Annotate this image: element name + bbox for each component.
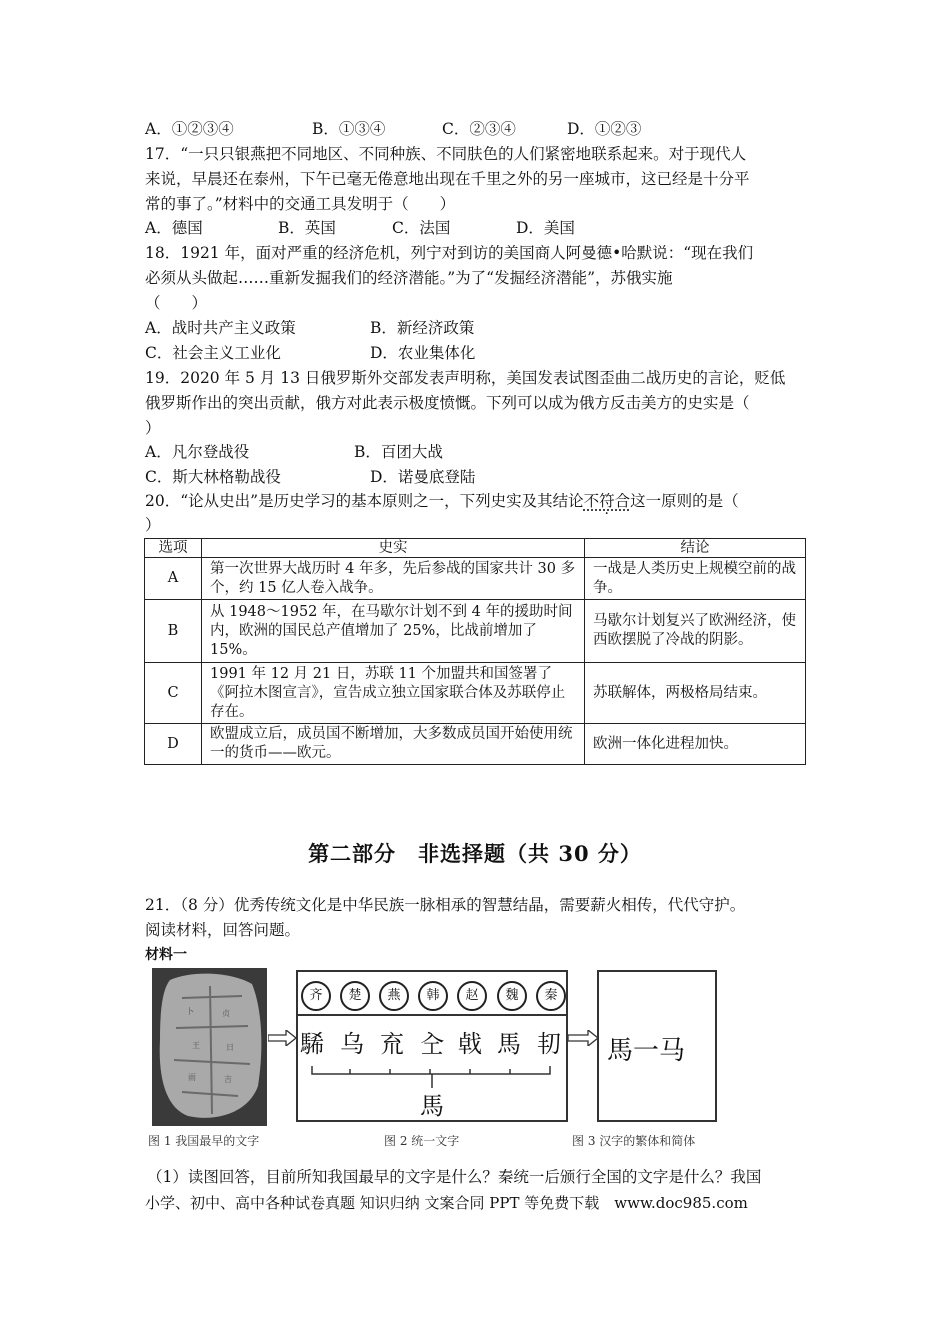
q18-line1: 18．1921 年，面对严重的经济危机，列宁对到访的美国商人阿曼德•哈默说：“现在我们: [145, 244, 754, 262]
q19-option-b: B．百团大战: [354, 443, 443, 461]
state-qi: 齐: [301, 981, 331, 1011]
q16-option-d: D．①②③: [567, 120, 642, 138]
state-wei: 魏: [497, 981, 527, 1011]
horse-char-chu: 乌: [340, 1030, 364, 1058]
row-fact: 欧盟成立后，成员国不断增加，大多数成员国开始使用统一的货币——欧元。: [202, 724, 585, 765]
header-conclusion: 结论: [585, 539, 806, 558]
horse-char-han: 㒰: [420, 1030, 444, 1058]
state-qin: 秦: [536, 981, 566, 1011]
header-fact: 史实: [202, 539, 585, 558]
header-option: 选项: [145, 539, 202, 558]
q20-line1-post: 这一原则的是（: [630, 492, 739, 510]
row-key: C: [145, 663, 202, 724]
q17-option-b: B．英国: [278, 219, 336, 237]
q17-option-a: A．德国: [145, 219, 203, 237]
q17-line3: 常的事了。”材料中的交通工具发明于（ ）: [145, 195, 456, 213]
footer-text: 小学、初中、高中各种试卷真题 知识归纳 文案合同 PPT 等免费下载 www.doc985.com: [145, 1194, 748, 1212]
arrow-2: [568, 1030, 598, 1050]
material-title: 材料一: [145, 947, 187, 963]
row-fact: 第一次世界大战历时 4 年多，先后参战的国家共计 30 多个，约 15 亿人卷入战争。: [202, 558, 585, 600]
section-title: 第二部分 非选择题（共 30 分）: [308, 841, 642, 866]
history-table: [144, 538, 806, 765]
q19-option-d: D．诺曼底登陆: [370, 468, 476, 486]
horse-char-qi: 䮎: [300, 1030, 324, 1058]
row-key: A: [145, 558, 202, 600]
row-fact: 1991 年 12 月 21 日，苏联 11 个加盟共和国签署了《阿拉木图宣言》，宣告成立独立国家联合体及苏联停止存在。: [202, 663, 585, 724]
table-header-row: [145, 539, 806, 558]
horse-char-wei: 馬: [497, 1030, 521, 1058]
unified-horse-char: 馬: [420, 1092, 444, 1120]
q19-line3: ）: [145, 419, 161, 437]
table-row: [145, 558, 806, 600]
table-row: [145, 600, 806, 663]
horse-char-zhao: 㦸: [458, 1030, 482, 1058]
row-conclusion: 马歇尔计划复兴了欧洲经济，使西欧摆脱了冷战的阴影。: [585, 600, 806, 663]
caption-fig1: 图 1 我国最早的文字: [148, 1134, 260, 1148]
row-conclusion: 欧洲一体化进程加快。: [585, 724, 806, 765]
horse-char-qin: 㓞: [537, 1030, 561, 1058]
row-key: D: [145, 724, 202, 765]
caption-fig2: 图 2 统一文字: [384, 1134, 460, 1148]
state-zhao: 赵: [457, 981, 487, 1011]
q16-option-c: C．②③④: [442, 120, 516, 138]
q19-option-a: A．凡尔登战役: [145, 443, 250, 461]
q18-option-d: D．农业集体化: [370, 344, 476, 362]
trad-simp-text: 馬一马: [607, 1036, 686, 1066]
q18-option-a: A．战时共产主义政策: [145, 319, 296, 337]
oracle-bone-image: [152, 968, 267, 1126]
svg-text:日: 日: [226, 1043, 234, 1052]
horse-char-yan: 㐬: [380, 1030, 404, 1058]
row-conclusion: 苏联解体，两极格局结束。: [585, 663, 806, 724]
q20-line1: [145, 490, 739, 512]
q18-line3: （ ）: [145, 294, 208, 312]
q18-option-b: B．新经济政策: [370, 319, 475, 337]
row-conclusion: 一战是人类历史上规模空前的战争。: [585, 558, 806, 600]
svg-text:贞: 贞: [222, 1009, 230, 1018]
q21-question1: （1）读图回答，目前所知我国最早的文字是什么？秦统一后颁行全国的文字是什么？我国: [147, 1168, 762, 1186]
state-chu: 楚: [340, 981, 370, 1011]
q17-option-c: C．法国: [392, 219, 451, 237]
svg-text:卜: 卜: [186, 1007, 194, 1016]
q16-option-b: B．①③④: [312, 120, 386, 138]
row-key: B: [145, 600, 202, 663]
q20-emphasis: 不符合: [583, 492, 631, 510]
q21-line2: 阅读材料，回答问题。: [145, 921, 301, 939]
figure-divider: [296, 1014, 568, 1016]
row-fact: 从 1948～1952 年，在马歇尔计划不到 4 年的援助时间内，欧洲的国民总产值增加了 25%，比战前增加了 15%。: [202, 600, 585, 663]
arrow-1: [268, 1030, 296, 1050]
q21-line1: 21．（8 分）优秀传统文化是中华民族一脉相承的智慧结晶，需要薪火相传，代代守护。: [145, 896, 746, 914]
table-row: [145, 724, 806, 765]
table-row: [145, 663, 806, 724]
q19-line1: 19．2020 年 5 月 13 日俄罗斯外交部发表声明称，美国发表试图歪曲二战历史的言论，贬低: [145, 369, 786, 387]
q17-line1: 17．“一只只银燕把不同地区、不同种族、不同肤色的人们紧密地联系起来。对于现代人: [145, 145, 747, 163]
q18-option-c: C．社会主义工业化: [145, 344, 281, 362]
q16-option-a: A．①②③④: [145, 120, 234, 138]
svg-text:雨: 雨: [188, 1073, 196, 1082]
q19-option-c: C．斯大林格勒战役: [145, 468, 281, 486]
q20-line1-pre: 20．“论从史出”是历史学习的基本原则之一，下列史实及其结论: [145, 492, 584, 510]
q17-line2: 来说，早晨还在泰州，下午已毫无倦意地出现在千里之外的另一座城市，这已经是十分平: [145, 170, 750, 188]
trad-simp-figure: [597, 970, 717, 1122]
q20-line2: ）: [145, 516, 161, 534]
state-han: 韩: [418, 981, 448, 1011]
q17-option-d: D．美国: [516, 219, 575, 237]
q18-line2: 必须从头做起……重新发掘我们的经济潜能。”为了“发掘经济潜能”，苏俄实施: [145, 269, 673, 287]
q19-line2: 俄罗斯作出的突出贡献，俄方对此表示极度愤慨。下列可以成为俄方反击美方的史实是（: [145, 394, 750, 412]
svg-text:吉: 吉: [224, 1075, 232, 1084]
svg-text:王: 王: [192, 1041, 200, 1050]
caption-fig3: 图 3 汉字的繁体和简体: [572, 1134, 696, 1148]
state-yan: 燕: [379, 981, 409, 1011]
